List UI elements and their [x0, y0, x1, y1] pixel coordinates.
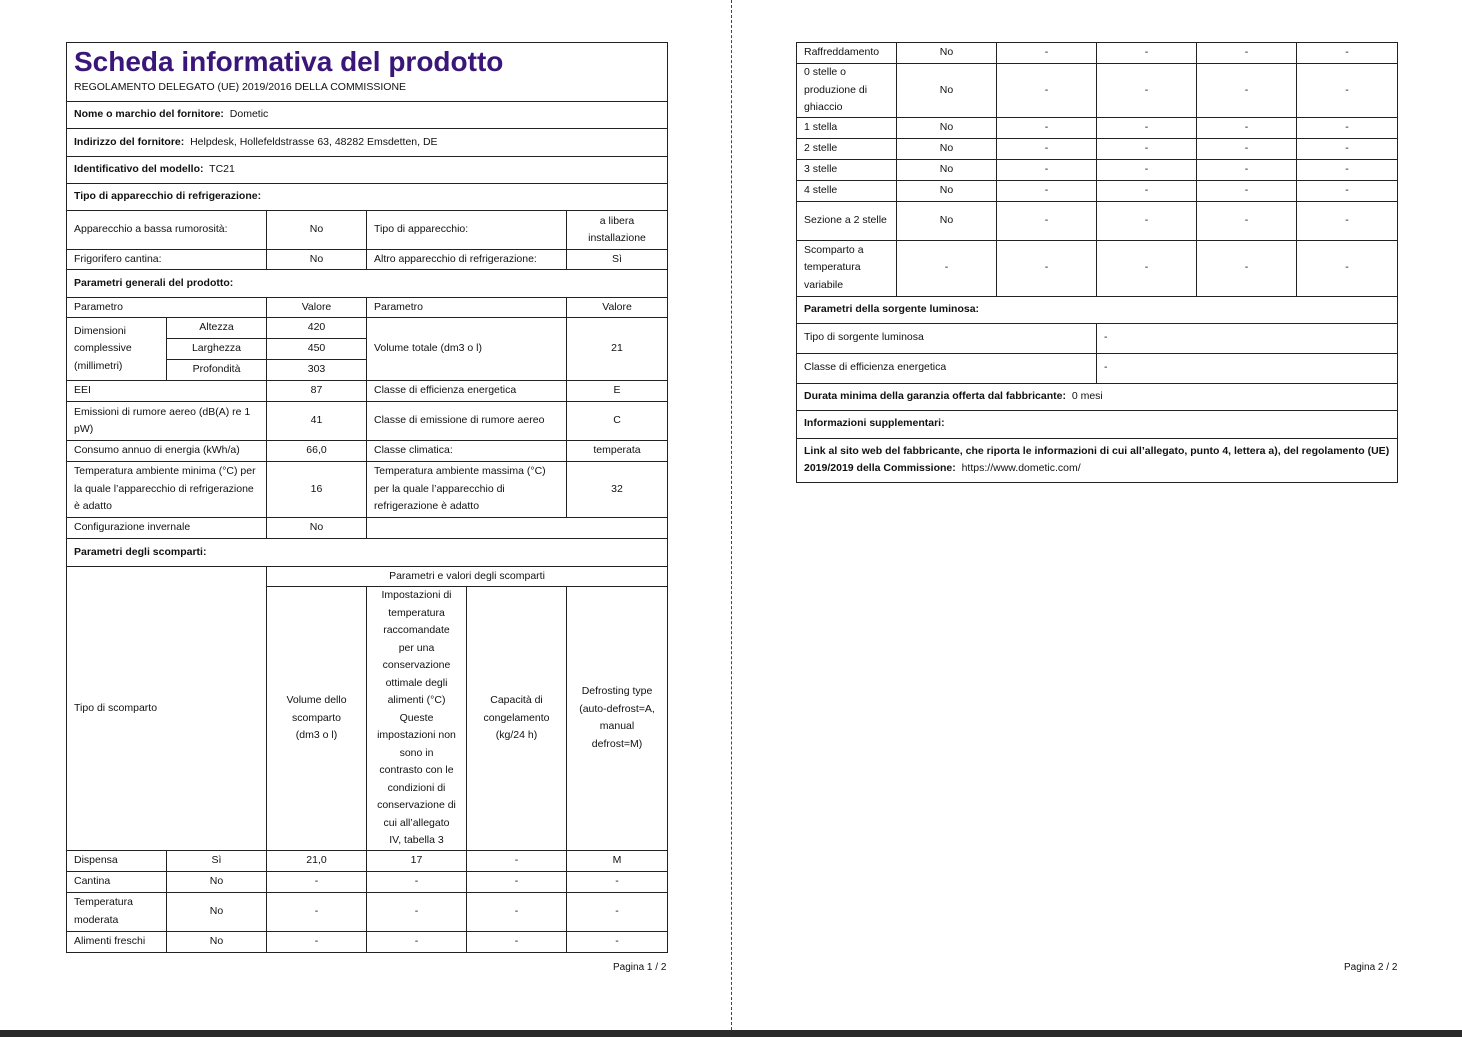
compartment-defrost: - — [1297, 180, 1398, 201]
col-value-header: Valore — [267, 298, 367, 318]
page-number: Pagina 1 / 2 — [613, 962, 667, 973]
compartment-temp: - — [1097, 240, 1197, 296]
compartment-type-label: Tipo di scomparto — [67, 567, 267, 851]
wine-value: No — [267, 250, 367, 270]
address-value: Helpdesk, Hollefeldstrasse 63, 48282 Emsdetten, DE — [190, 135, 438, 148]
compartment-defrost: - — [567, 892, 668, 931]
width-value: 450 — [267, 339, 367, 360]
general-params-heading: Parametri generali del prodotto: — [67, 270, 668, 298]
consumption-label: Consumo annuo di energia (kWh/a) — [67, 441, 267, 462]
compartment-freeze: - — [1197, 43, 1297, 64]
light-class-value: - — [1097, 353, 1398, 383]
compartment-temp: - — [1097, 159, 1197, 180]
compartment-freeze: - — [1197, 180, 1297, 201]
table-row — [797, 64, 1398, 118]
compartment-temp: - — [1097, 180, 1197, 201]
eei-value: 87 — [267, 381, 367, 402]
table-row — [797, 159, 1398, 180]
model-value: TC21 — [209, 163, 235, 176]
climate-value: temperata — [567, 441, 668, 462]
address-label: Indirizzo del fornitore: — [74, 135, 185, 148]
appliance-type-value: a libera installazione — [567, 211, 668, 250]
light-source-heading: Parametri della sorgente luminosa: — [797, 296, 1398, 323]
compartment-volume: - — [997, 117, 1097, 138]
winter-value: No — [267, 518, 367, 539]
tmin-label: Temperatura ambiente minima (°C) per la quale l’apparecchio di refrigerazione è adatto — [67, 462, 267, 518]
extra-info-heading: Informazioni supplementari: — [797, 410, 1398, 438]
compartment-defrost: - — [1297, 43, 1398, 64]
compartment-freeze: - — [467, 850, 567, 871]
comp-col-volume: Volume dello scomparto (dm3 o l) — [267, 587, 367, 851]
compartment-present: Sì — [167, 850, 267, 871]
compartment-temp: - — [1097, 117, 1197, 138]
compartment-present: No — [897, 117, 997, 138]
compartment-present: No — [167, 871, 267, 892]
wine-label: Frigorifero cantina: — [67, 250, 267, 270]
compartment-temp: - — [1097, 64, 1197, 118]
compartment-defrost: - — [1297, 64, 1398, 118]
light-type-label: Tipo di sorgente luminosa — [797, 323, 1097, 353]
manufacturer-link[interactable]: https://www.dometic.com/ — [961, 462, 1081, 474]
window-bottom-edge — [0, 1030, 1462, 1037]
energy-class-value: E — [567, 381, 668, 402]
compartment-defrost: - — [567, 931, 668, 952]
compartment-volume: - — [267, 871, 367, 892]
compartment-params-heading: Parametri e valori degli scomparti — [267, 567, 668, 587]
compartment-name: Dispensa — [67, 850, 167, 871]
volume-value: 21 — [567, 318, 668, 381]
compartment-defrost: - — [567, 871, 668, 892]
document-title: Scheda informativa del prodotto — [74, 46, 504, 77]
supplier-value: Dometic — [229, 108, 269, 121]
supplier-row — [67, 102, 668, 129]
col-param-header: Parametro — [67, 298, 267, 318]
col-value-header: Valore — [567, 298, 668, 318]
page-divider — [731, 0, 732, 1030]
compartment-name: 2 stelle — [797, 138, 897, 159]
compartment-volume: - — [997, 138, 1097, 159]
compartment-present: No — [897, 64, 997, 118]
compartment-defrost: - — [1297, 240, 1398, 296]
compartment-freeze: - — [1197, 201, 1297, 240]
compartment-volume: 21,0 — [267, 850, 367, 871]
compartment-volume: - — [997, 43, 1097, 64]
compartment-freeze: - — [1197, 159, 1297, 180]
table-row — [67, 892, 668, 931]
compartment-name: Temperatura moderata — [67, 892, 167, 931]
compartment-temp: - — [1097, 138, 1197, 159]
appliance-type-heading: Tipo di apparecchio di refrigerazione: — [67, 184, 668, 211]
table-row — [797, 240, 1398, 296]
compartment-defrost: M — [567, 850, 668, 871]
dimensions-label: Dimensioni complessive (millimetri) — [67, 318, 167, 381]
compartment-freeze: - — [1197, 138, 1297, 159]
noise-label: Emissioni di rumore aereo (dB(A) re 1 pW) — [67, 402, 267, 441]
compartment-name: 3 stelle — [797, 159, 897, 180]
light-class-label: Classe di efficienza energetica — [797, 353, 1097, 383]
compartment-present: - — [897, 240, 997, 296]
compartment-freeze: - — [1197, 117, 1297, 138]
compartment-temp: 17 — [367, 850, 467, 871]
depth-value: 303 — [267, 360, 367, 381]
table-row — [797, 117, 1398, 138]
compartment-freeze: - — [1197, 240, 1297, 296]
table-row — [797, 138, 1398, 159]
consumption-value: 66,0 — [267, 441, 367, 462]
table-row — [797, 43, 1398, 64]
compartment-present: No — [167, 931, 267, 952]
winter-label: Configurazione invernale — [67, 518, 267, 539]
compartment-name: Alimenti freschi — [67, 931, 167, 952]
compartment-temp: - — [1097, 201, 1197, 240]
compartment-volume: - — [267, 892, 367, 931]
height-label: Altezza — [167, 318, 267, 339]
low-noise-value: No — [267, 211, 367, 250]
compartment-name: 4 stelle — [797, 180, 897, 201]
compartment-present: No — [167, 892, 267, 931]
table-row — [67, 850, 668, 871]
compartment-present: No — [897, 159, 997, 180]
warranty-label: Durata minima della garanzia offerta dal fabbricante: — [804, 389, 1066, 402]
compartment-temp: - — [367, 892, 467, 931]
noise-class-label: Classe di emissione di rumore aereo — [367, 402, 567, 441]
product-info-table — [66, 42, 668, 953]
compartments-heading: Parametri degli scomparti: — [67, 539, 668, 567]
compartment-temp: - — [367, 931, 467, 952]
compartment-present: No — [897, 138, 997, 159]
table-row — [67, 931, 668, 952]
page-2 — [733, 0, 1462, 1030]
supplier-label: Nome o marchio del fornitore: — [74, 108, 224, 121]
noise-class-value: C — [567, 402, 668, 441]
address-row — [67, 129, 668, 157]
product-info-table-continued — [796, 42, 1398, 483]
tmax-label: Temperatura ambiente massima (°C) per la quale l’apparecchio di refrigerazione è adatto — [367, 462, 567, 518]
compartment-defrost: - — [1297, 201, 1398, 240]
manufacturer-link-label: Link al sito web del fabbricante, che riporta le informazioni di cui all’allegato, punto 4, lettera a), del regolamento (UE) 2019/2019 della Commissione: — [804, 444, 1390, 474]
table-row — [67, 871, 668, 892]
compartment-volume: - — [997, 64, 1097, 118]
compartment-defrost: - — [1297, 138, 1398, 159]
warranty-value: 0 mesi — [1071, 389, 1103, 402]
comp-col-freeze: Capacità di congelamento (kg/24 h) — [467, 587, 567, 851]
compartment-freeze: - — [467, 931, 567, 952]
energy-class-label: Classe di efficienza energetica — [367, 381, 567, 402]
compartment-freeze: - — [467, 892, 567, 931]
manufacturer-link-row — [797, 438, 1398, 482]
model-label: Identificativo del modello: — [74, 163, 204, 176]
compartment-present: No — [897, 201, 997, 240]
page-number: Pagina 2 / 2 — [1344, 962, 1398, 973]
warranty-row — [797, 383, 1398, 410]
comp-col-temp: Impostazioni di temperatura raccomandate per una conservazione ottimale degli alimenti (°C) Queste impostazioni non sono in contrasto con le condizioni di conservazione di cui all’allegato IV, tabella 3 — [367, 587, 467, 851]
width-label: Larghezza — [167, 339, 267, 360]
empty-cell — [367, 518, 668, 539]
compartment-temp: - — [1097, 43, 1197, 64]
compartment-present: No — [897, 43, 997, 64]
compartment-temp: - — [367, 871, 467, 892]
depth-label: Profondità — [167, 360, 267, 381]
appliance-type-label: Tipo di apparecchio: — [367, 211, 567, 250]
col-param-header: Parametro — [367, 298, 567, 318]
eei-label: EEI — [67, 381, 267, 402]
compartment-volume: - — [997, 159, 1097, 180]
table-row — [797, 201, 1398, 240]
compartment-freeze: - — [1197, 64, 1297, 118]
compartment-volume: - — [997, 201, 1097, 240]
compartment-name: 1 stella — [797, 117, 897, 138]
compartment-name: Scomparto a temperatura variabile — [797, 240, 897, 296]
compartment-defrost: - — [1297, 159, 1398, 180]
comp-col-defrost: Defrosting type (auto-defrost=A, manual defrost=M) — [567, 587, 668, 851]
compartment-name: Cantina — [67, 871, 167, 892]
compartment-name: 0 stelle o produzione di ghiaccio — [797, 64, 897, 118]
height-value: 420 — [267, 318, 367, 339]
tmin-value: 16 — [267, 462, 367, 518]
compartment-volume: - — [267, 931, 367, 952]
low-noise-label: Apparecchio a bassa rumorosità: — [67, 211, 267, 250]
document-subtitle: REGOLAMENTO DELEGATO (UE) 2019/2016 DELLA COMMISSIONE — [74, 81, 407, 93]
light-type-value: - — [1097, 323, 1398, 353]
page-1 — [0, 0, 731, 1030]
other-appliance-label: Altro apparecchio di refrigerazione: — [367, 250, 567, 270]
compartment-name: Sezione a 2 stelle — [797, 201, 897, 240]
compartment-defrost: - — [1297, 117, 1398, 138]
compartment-freeze: - — [467, 871, 567, 892]
tmax-value: 32 — [567, 462, 668, 518]
volume-label: Volume totale (dm3 o l) — [367, 318, 567, 381]
compartment-present: No — [897, 180, 997, 201]
noise-value: 41 — [267, 402, 367, 441]
climate-label: Classe climatica: — [367, 441, 567, 462]
table-row — [797, 180, 1398, 201]
other-appliance-value: Sì — [567, 250, 668, 270]
compartment-volume: - — [997, 240, 1097, 296]
compartment-name: Raffreddamento — [797, 43, 897, 64]
model-row — [67, 157, 668, 184]
compartment-volume: - — [997, 180, 1097, 201]
